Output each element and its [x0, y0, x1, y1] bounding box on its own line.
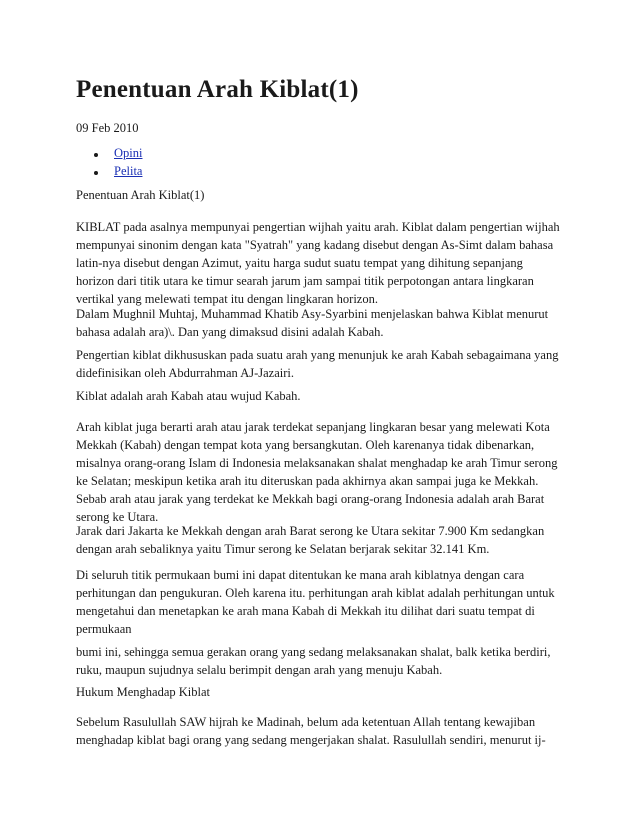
paragraph	[76, 566, 564, 638]
text-line: permukaan	[76, 622, 132, 636]
paragraph	[76, 346, 564, 382]
text-line: Di seluruh titik permukaan bumi ini dapat ditentukan ke mana arah kiblatnya dengan cara	[76, 568, 525, 582]
text-line: Penentuan Arah Kiblat(1)	[76, 188, 205, 202]
text-line: mengetahui dan menetapkan ke arah mana Kabah di Mekkah itu dilihat dari suatu tempat di	[76, 604, 535, 618]
text-line: ruku, maupun sujudnya selalu berimpit dengan arah yang menuju Kabah.	[76, 663, 443, 677]
text-line: Jarak dari Jakarta ke Mekkah dengan arah Barat serong ke Utara sekitar 7.900 Km sedangkan	[76, 524, 545, 538]
text-line: vertikal yang melewati tempat itu dengan lingkaran horizon.	[76, 292, 378, 306]
article-date: 09 Feb 2010	[76, 121, 139, 135]
text-line: latin-nya disebut dengan Azimut, yaitu harga sudut suatu tempat yang dihitung sepanjang	[76, 256, 523, 270]
paragraph	[76, 713, 564, 749]
text-line: KIBLAT pada asalnya mempunyai pengertian wijhah yaitu arah. Kiblat dalam pengertian wijhah	[76, 220, 560, 234]
text-line: Sebelum Rasulullah SAW hijrah ke Madinah, belum ada ketentuan Allah tentang kewajiban	[76, 715, 536, 729]
paragraph-subtitle	[76, 186, 564, 204]
bullet-icon	[94, 171, 98, 175]
text-line: perhitungan dan pengukuran. Oleh karena itu. perhitungan arah kiblat adalah perhitungan untuk	[76, 586, 555, 600]
text-line: Kiblat adalah arah Kabah atau wujud Kabah.	[76, 389, 301, 403]
paragraph	[76, 218, 564, 308]
paragraph	[76, 418, 564, 526]
article-title: Penentuan Arah Kiblat(1)	[76, 76, 359, 103]
text-line: Sebab arah atau jarak yang terdekat ke Mekkah bagi orang-orang Indonesia adalah arah Barat	[76, 492, 545, 506]
text-line: Mekkah (Kabah) dengan tempat kota yang bersangkutan. Oleh karenanya tidak dibenarkan,	[76, 438, 535, 452]
text-line: mempunyai sinonim dengan kata "Syatrah" yang kadang disebut dengan As-Simt dalam bahasa	[76, 238, 554, 252]
text-line: Dalam Mughnil Muhtaj, Muhammad Khatib Asy-Syarbini menjelaskan bahwa Kiblat menurut	[76, 307, 549, 321]
paragraph	[76, 305, 564, 341]
text-line: dengan arah sebaliknya yaitu Timur serong ke Selatan berjarak sekitar 32.141 Km.	[76, 542, 490, 556]
text-line: bahasa adalah ara)\. Dan yang dimaksud disini adalah Kabah.	[76, 325, 384, 339]
category-link-pelita[interactable]: Pelita	[114, 164, 143, 178]
category-link-opini[interactable]: Opini	[114, 146, 143, 160]
text-line: bumi ini, sehingga semua gerakan orang yang sedang melaksanakan shalat, balk ketika berdiri,	[76, 645, 551, 659]
paragraph-heading	[76, 683, 564, 701]
bullet-icon	[94, 153, 98, 157]
text-line: Arah kiblat juga berarti arah atau jarak terdekat sepanjang lingkaran besar yang melewati Kota	[76, 420, 550, 434]
text-line: menghadap kiblat bagi orang yang sedang mengerjakan shalat. Rasulullah sendiri, menurut ij-	[76, 733, 546, 747]
paragraph	[76, 387, 564, 405]
text-line: Pengertian kiblat dikhususkan pada suatu arah yang menunjuk ke arah Kabah sebagaimana yang	[76, 348, 559, 362]
paragraph	[76, 643, 564, 679]
text-line: serong ke Utara.	[76, 510, 159, 524]
text-line: misalnya orang-orang Islam di Indonesia melaksanakan shalat menghadap ke arah Timur serong	[76, 456, 558, 470]
text-line: Hukum Menghadap Kiblat	[76, 685, 211, 699]
text-line: didefinisikan oleh Abdurrahman AJ-Jazairi.	[76, 366, 294, 380]
text-line: ke Selatan; meskipun ketika arah itu diteruskan pada akhirnya akan sampai juga ke Mekkah.	[76, 474, 539, 488]
paragraph	[76, 522, 564, 558]
text-line: horizon dari titik utara ke timur searah jarum jam sampai titik perpotongan antara lingkaran	[76, 274, 534, 288]
